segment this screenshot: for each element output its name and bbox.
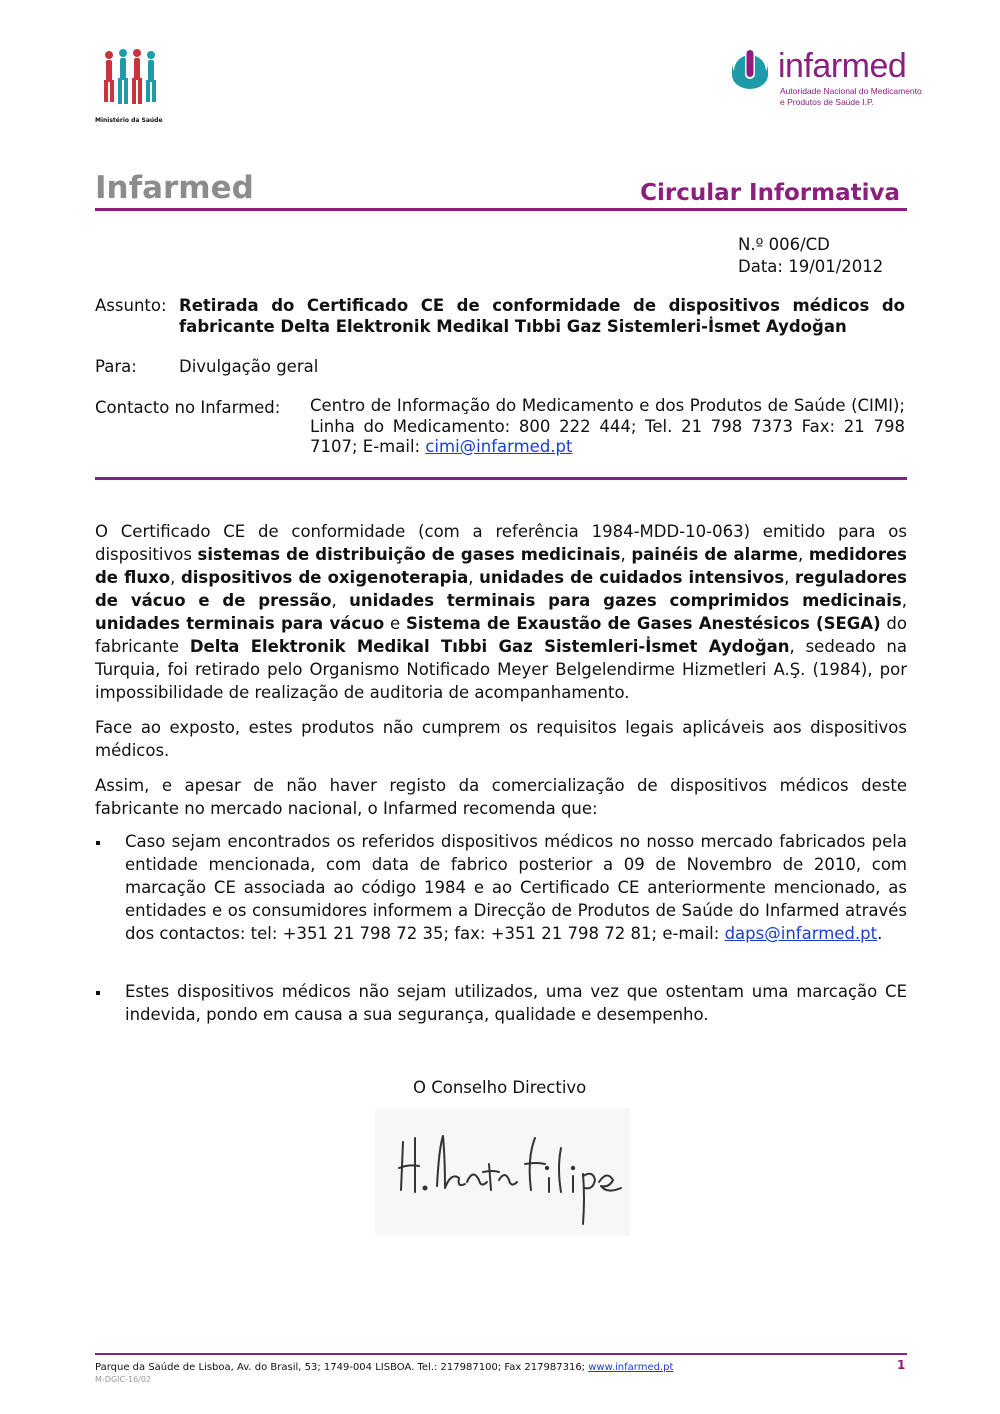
footer-website-link[interactable]: www.infarmed.pt (588, 1362, 674, 1373)
infarmed-logo-sub1: Autoridade Nacional do Medicamento (780, 86, 922, 96)
section-rule (95, 477, 907, 480)
form-code: M-DGIC-16/02 (95, 1375, 152, 1384)
contact-email-link[interactable]: cimi@infarmed.pt (425, 437, 573, 456)
body-paragraph-2: Face ao exposto, estes produtos não cumprem os requisitos legais aplicáveis aos dispositivos médicos. (95, 718, 907, 760)
bullet-1-text: Caso sejam encontrados os referidos dispositivos médicos no nosso mercado fabricados pela entidade mencionada, com data de fabrico posterior a 09 de Novembro de 2010, com marcação CE associada ao código 1984 e ao Certificado CE anteriormente mencionado, as entidades e os consumidores informem a Direcção de Produtos de Saúde do Infarmed através dos contactos: tel: +351 21 798 72 35; fax: +351 21 798 72 81; e-mail: (125, 832, 907, 943)
p1-text-7: , (331, 591, 350, 610)
contact-text (310, 396, 905, 458)
footer-rule (95, 1353, 907, 1355)
p1-bold-1: sistemas de distribuição de gases medicinais (197, 545, 621, 564)
p1-text-9: e (384, 614, 406, 633)
brand-title: Infarmed (95, 170, 254, 206)
recipients-value: Divulgação geral (179, 357, 319, 376)
ministry-logo (95, 45, 165, 125)
doc-number: N.º 006/CD (738, 235, 830, 254)
contact-label: Contacto no Infarmed: (95, 398, 281, 417)
subject-label: Assunto: (95, 296, 167, 315)
signature-image (375, 1108, 630, 1236)
p1-text-6: , (784, 568, 796, 587)
daps-email-link[interactable]: daps@infarmed.pt (724, 924, 878, 943)
p1-text-1: O Certificado CE de conformidade (com a referência 1984-MDD-10-063) emitido para os dispositivos (95, 522, 907, 564)
body-paragraph-3: Assim, e apesar de não haver registo da comercialização de dispositivos médicos deste fabricante no mercado nacional, o Infarmed recomenda que: (95, 776, 907, 818)
p1-bold-8: unidades terminais para vácuo (95, 614, 385, 633)
p1-bold-7: unidades terminais para gazes comprimidos medicinais (349, 591, 902, 610)
page-number: 1 (897, 1358, 906, 1372)
infarmed-logo-sub2: e Produtos de Saúde I.P. (780, 97, 874, 107)
header-rule (95, 208, 907, 211)
p1-bold-10: Delta Elektronik Medikal Tıbbi Gaz Sistemleri-İsmet Aydoğan (189, 637, 790, 656)
handwritten-signature-icon (375, 1108, 630, 1236)
p1-bold-4: dispositivos de oxigenoterapia (180, 568, 469, 587)
signature-label: O Conselho Directivo (413, 1078, 587, 1097)
p1-text-10: do fabricante (95, 614, 907, 656)
subject-line2: fabricante Delta Elektronik Medikal Tıbbi Gaz Sistemleri-İsmet Aydoğan (179, 317, 847, 336)
doc-type: Circular Informativa (640, 180, 900, 206)
ministry-label: Ministério da Saúde (95, 117, 163, 124)
doc-date: Data: 19/01/2012 (738, 257, 884, 276)
p1-text-2: , (620, 545, 632, 564)
p1-bold-5: unidades de cuidados intensivos (479, 568, 785, 587)
contact-body: Centro de Informação do Medicamento e dos Produtos de Saúde (CIMI); Linha do Medicamento: 800 222 444; Tel. 21 798 7373 Fax: 21 798 7107; E-mail: (310, 396, 905, 456)
footer-address-text: Parque da Saúde de Lisboa, Av. do Brasil, 53; 1749-004 LISBOA. Tel.: 217987100; Fax 217987316; (95, 1362, 589, 1373)
bullet-marker-1 (96, 841, 100, 845)
bullet-item-1 (125, 830, 907, 945)
p1-text-5: , (468, 568, 480, 587)
infarmed-mark-icon (728, 49, 772, 89)
infarmed-logo-text: infarmed (778, 47, 907, 85)
bullet-1-end: . (877, 924, 883, 943)
subject-line1-text: Retirada do Certificado CE de conformidade de dispositivos médicos do (179, 296, 905, 315)
p1-text-4: , (170, 568, 181, 587)
recipients-label: Para: (95, 357, 137, 376)
p1-bold-9: Sistema de Exaustão de Gases Anestésicos (SEGA) (405, 614, 881, 633)
p1-text-8: , (901, 591, 907, 610)
infarmed-logo (728, 47, 928, 117)
p1-bold-2: painéis de alarme (631, 545, 798, 564)
footer-address (95, 1362, 673, 1373)
bullet-item-2: Estes dispositivos médicos não sejam utilizados, uma vez que ostentam uma marcação CE indevida, pondo em causa a sua segurança, qualidade e desempenho. (125, 982, 907, 1024)
p1-bold-6: reguladores de vácuo e de pressão (95, 568, 907, 610)
subject-line1 (179, 294, 905, 317)
p1-text-3: , (798, 545, 809, 564)
p1-bold-3: medidores de fluxo (95, 545, 908, 587)
p1-text-11: , sedeado na Turquia, foi retirado pelo Organismo Notificado Meyer Belgelendirme Hizmetleri A.Ş. (1984), por impossibilidade de realização de auditoria de acompanhamento. (95, 637, 907, 702)
body-paragraph-1 (95, 520, 907, 704)
bullet-marker-2 (96, 991, 100, 995)
ministry-figures-icon (95, 45, 165, 113)
